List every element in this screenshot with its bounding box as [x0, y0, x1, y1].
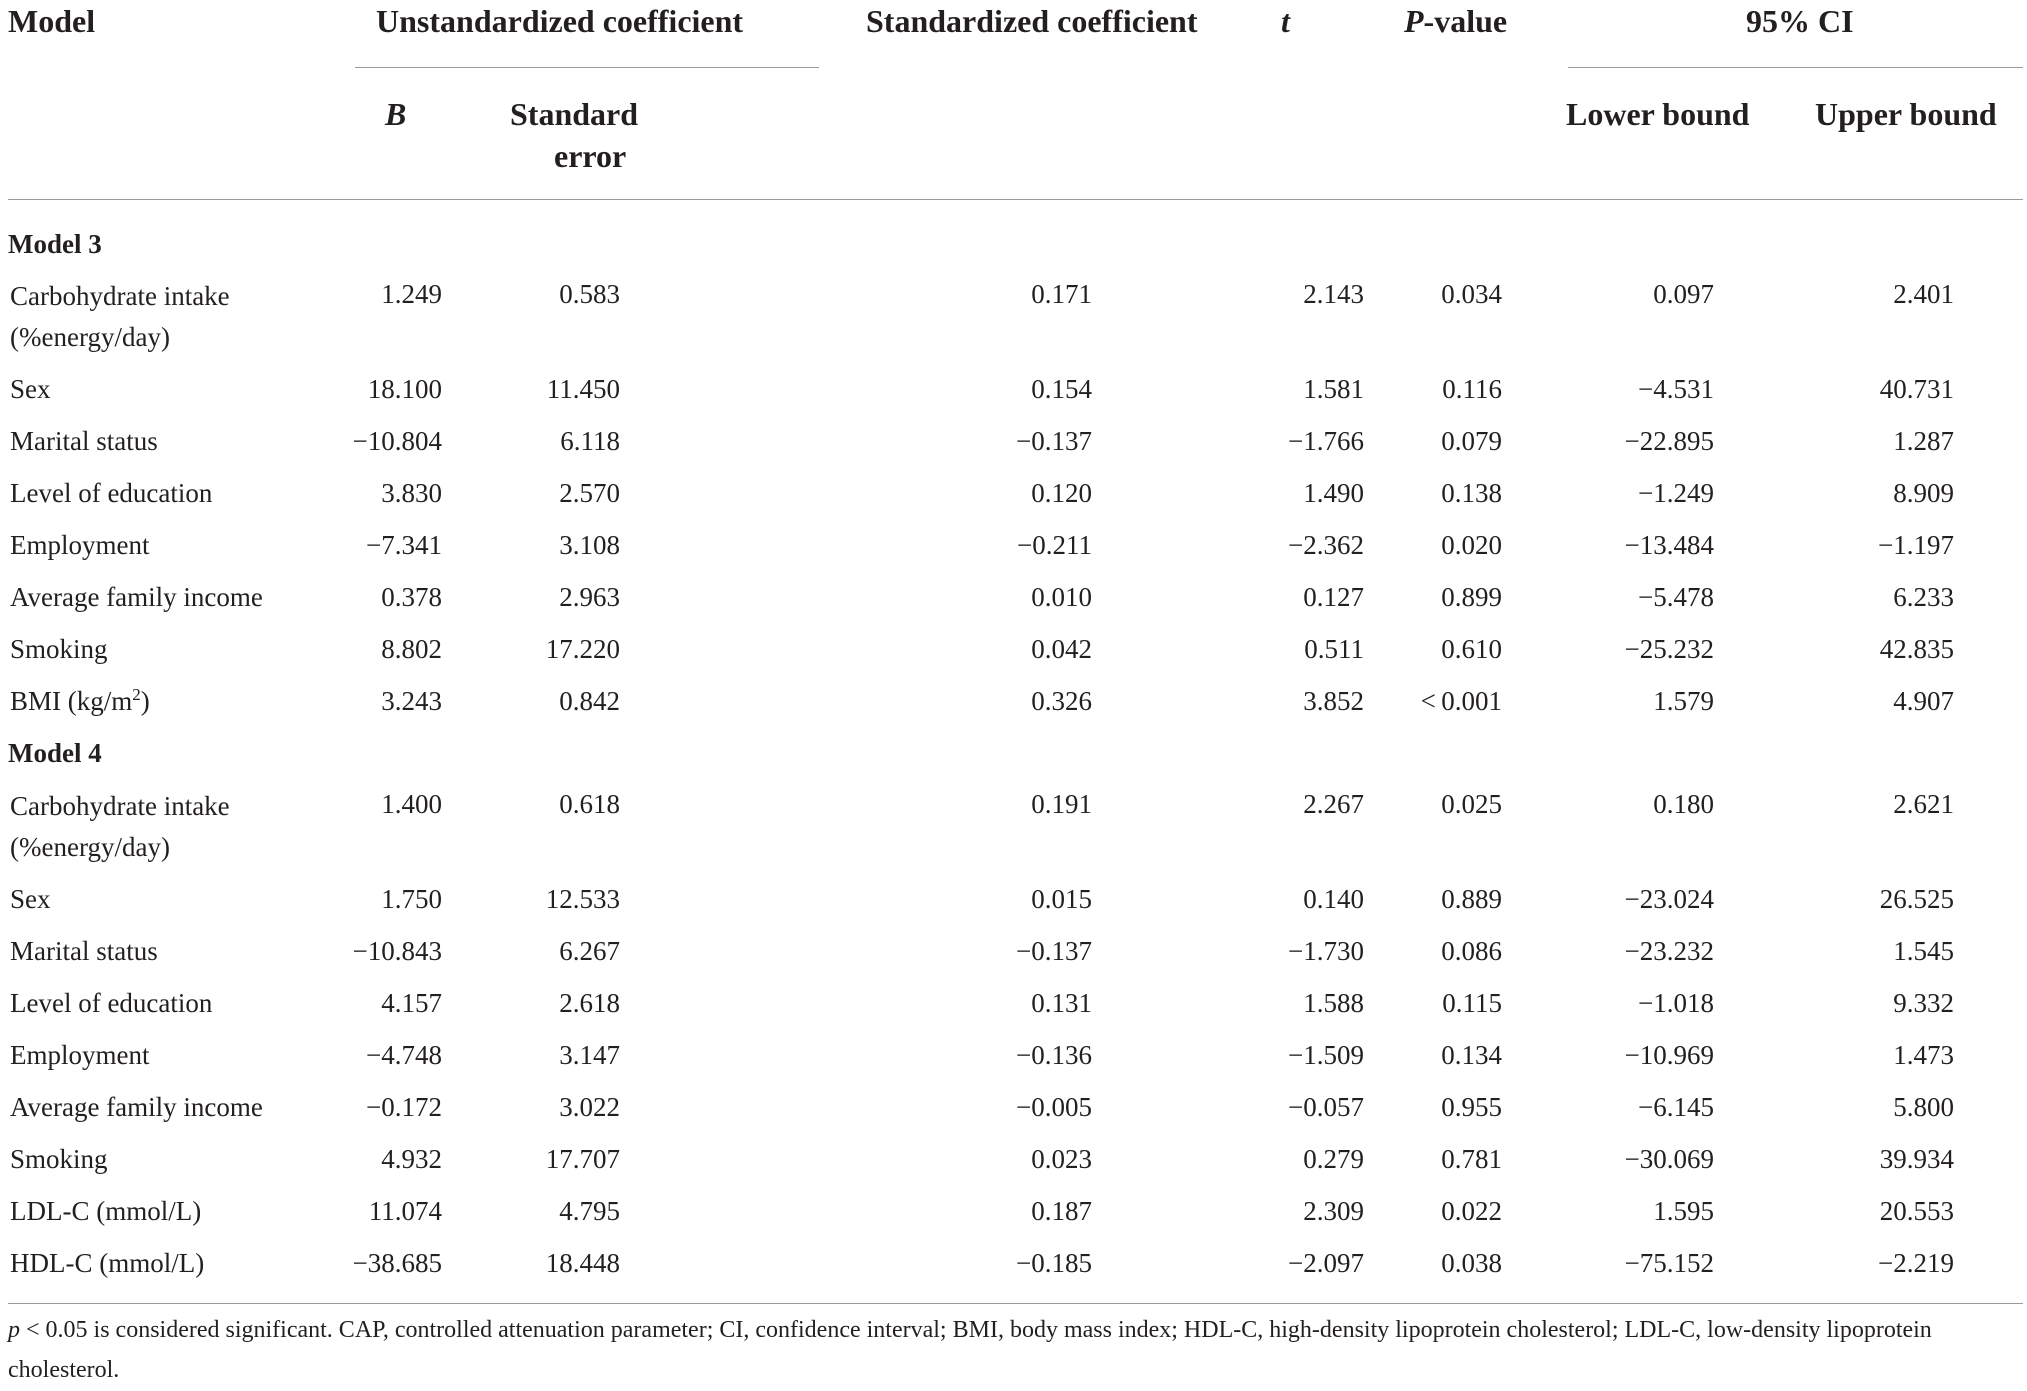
row-label [10, 579, 263, 615]
cell-standardized: 0.042 [1031, 634, 1092, 664]
cell-lower-bound: 0.180 [1653, 789, 1714, 819]
header-standard-error [510, 93, 638, 177]
row-label-text: Level of education [10, 988, 213, 1018]
cell-b: −4.748 [366, 1040, 442, 1070]
cell-standardized: 0.171 [1031, 279, 1092, 309]
row-label [10, 1089, 263, 1125]
cell-p-value: 0.079 [1441, 426, 1502, 456]
cell-t: 0.279 [1303, 1144, 1364, 1174]
cell-p-value: 0.889 [1441, 884, 1502, 914]
row-label [10, 683, 150, 719]
table-footnote [8, 1310, 2018, 1390]
cell-standard-error: 3.147 [559, 1040, 620, 1070]
row-label-text: Employment [10, 530, 150, 560]
cell-standard-error: 2.963 [559, 582, 620, 612]
header-b: B [385, 96, 407, 132]
row-label [10, 1037, 149, 1073]
cell-p-value: 0.134 [1441, 1040, 1502, 1070]
cell-lower-bound: −1.249 [1638, 478, 1714, 508]
cell-standardized: 0.191 [1031, 789, 1092, 819]
row-label [10, 631, 108, 667]
cell-b: 0.378 [381, 582, 442, 612]
cell-standard-error: 6.118 [560, 426, 620, 456]
cell-p-value: 0.138 [1441, 478, 1502, 508]
row-label [10, 423, 158, 459]
cell-upper-bound: −1.197 [1878, 530, 1954, 560]
row-label-text: Carbohydrate intake [10, 791, 230, 821]
cell-lower-bound: −6.145 [1638, 1092, 1714, 1122]
cell-p-value: 0.781 [1441, 1144, 1502, 1174]
cell-standard-error: 0.618 [559, 789, 620, 819]
cell-standard-error: 17.220 [545, 634, 620, 664]
cell-upper-bound: 39.934 [1879, 1144, 1954, 1174]
row-label [10, 1141, 108, 1177]
footnote-p-italic: p [8, 1317, 20, 1343]
row-label-text: HDL-C (mmol/L) [10, 1248, 205, 1278]
table-bottom-rule [8, 1303, 2023, 1304]
cell-t: −1.766 [1288, 426, 1364, 456]
cell-t: 1.581 [1303, 374, 1364, 404]
cell-b: 8.802 [381, 634, 442, 664]
row-label [10, 786, 230, 868]
cell-standard-error: 17.707 [545, 1144, 620, 1174]
cell-t: 0.511 [1304, 634, 1364, 664]
cell-lower-bound: −13.484 [1624, 530, 1714, 560]
cell-b: −38.685 [352, 1248, 442, 1278]
cell-p-value: 0.020 [1441, 530, 1502, 560]
row-label-text: Smoking [10, 634, 108, 664]
header-upper-bound: Upper bound [1815, 96, 1997, 132]
cell-t: 2.267 [1303, 789, 1364, 819]
cell-lower-bound: −30.069 [1624, 1144, 1714, 1174]
cell-t: −1.509 [1288, 1040, 1364, 1070]
cell-p-value: 0.025 [1441, 789, 1502, 819]
cell-lower-bound: −10.969 [1624, 1040, 1714, 1070]
cell-t: −2.362 [1288, 530, 1364, 560]
cell-standard-error: 3.108 [559, 530, 620, 560]
cell-t: −1.730 [1288, 936, 1364, 966]
cell-lower-bound: −23.024 [1624, 884, 1714, 914]
cell-standardized: −0.185 [1016, 1248, 1092, 1278]
cell-b: 3.243 [381, 686, 442, 716]
unstandardized-spanner-rule [355, 67, 819, 68]
cell-p-value: 0.116 [1442, 374, 1502, 404]
model-group-title: Model 3 [8, 229, 102, 259]
cell-upper-bound: 4.907 [1893, 686, 1954, 716]
row-label [10, 933, 158, 969]
model-group-title: Model 4 [8, 738, 102, 768]
cell-standard-error: 2.570 [559, 478, 620, 508]
row-label [10, 881, 51, 917]
cell-t: 2.309 [1303, 1196, 1364, 1226]
cell-t: −0.057 [1288, 1092, 1364, 1122]
row-label-text: Employment [10, 1040, 150, 1070]
row-label-text: LDL-C (mmol/L) [10, 1196, 202, 1226]
header-standardized-coefficient: Standardized coefficient [866, 3, 1198, 39]
cell-t: 0.127 [1303, 582, 1364, 612]
header-lower-bound: Lower bound [1566, 96, 1750, 132]
cell-standardized: 0.154 [1031, 374, 1092, 404]
cell-upper-bound: 1.287 [1893, 426, 1954, 456]
cell-standardized: 0.015 [1031, 884, 1092, 914]
cell-p-value: 0.115 [1442, 988, 1502, 1018]
header-model: Model [8, 3, 96, 39]
header-bottom-rule [8, 199, 2023, 200]
row-label [10, 985, 212, 1021]
cell-standardized: −0.005 [1016, 1092, 1092, 1122]
row-label-text: Average family income [10, 1092, 263, 1122]
row-label [10, 527, 149, 563]
header-standard-error-line2: error [554, 138, 627, 174]
cell-b: −10.804 [352, 426, 442, 456]
row-label [10, 1193, 201, 1229]
cell-lower-bound: −1.018 [1638, 988, 1714, 1018]
cell-p-value: 0.899 [1441, 582, 1502, 612]
cell-upper-bound: 8.909 [1893, 478, 1954, 508]
cell-standardized: 0.120 [1031, 478, 1092, 508]
cell-p-value: 0.955 [1441, 1092, 1502, 1122]
header-95-ci: 95% CI [1746, 3, 1854, 39]
header-p-rest: -value [1423, 3, 1508, 39]
cell-b: −0.172 [366, 1092, 442, 1122]
cell-standard-error: 6.267 [559, 936, 620, 966]
cell-lower-bound: −23.232 [1624, 936, 1714, 966]
cell-standard-error: 2.618 [559, 988, 620, 1018]
cell-upper-bound: 9.332 [1893, 988, 1954, 1018]
cell-standardized: −0.211 [1017, 530, 1092, 560]
cell-b: 4.932 [381, 1144, 442, 1174]
cell-standardized: −0.137 [1016, 936, 1092, 966]
cell-t: 1.588 [1303, 988, 1364, 1018]
cell-b: 18.100 [367, 374, 442, 404]
cell-b: 1.750 [381, 884, 442, 914]
cell-t: 3.852 [1303, 686, 1364, 716]
cell-b: 1.400 [381, 789, 442, 819]
cell-p-value: 0.022 [1441, 1196, 1502, 1226]
cell-upper-bound: 2.621 [1893, 789, 1954, 819]
header-p-value [1404, 0, 1507, 42]
row-label-text: Carbohydrate intake [10, 281, 230, 311]
header-unstandardized-coefficient: Unstandardized coefficient [376, 3, 744, 39]
cell-standardized: 0.023 [1031, 1144, 1092, 1174]
cell-lower-bound: −22.895 [1624, 426, 1714, 456]
row-label-text: Sex [10, 884, 51, 914]
row-label-superscript: 2 [132, 685, 141, 704]
footnote-text: < 0.05 is considered significant. CAP, controlled attenuation parameter; CI, confidence interval; BMI, body mass index; HDL-C, high-density lipoprotein cholesterol; LDL-C, low-density lipoprotein cholesterol. [8, 1317, 1932, 1383]
cell-p-value: 0.034 [1441, 279, 1502, 309]
cell-t: 2.143 [1303, 279, 1364, 309]
cell-upper-bound: 1.545 [1893, 936, 1954, 966]
row-label [10, 276, 230, 358]
cell-upper-bound: 2.401 [1893, 279, 1954, 309]
cell-t: 0.140 [1303, 884, 1364, 914]
cell-standard-error: 18.448 [545, 1248, 620, 1278]
row-label-text: Smoking [10, 1144, 108, 1174]
cell-b: −10.843 [352, 936, 442, 966]
header-p-italic: P [1404, 3, 1424, 39]
cell-t: −2.097 [1288, 1248, 1364, 1278]
cell-p-value: 0.038 [1441, 1248, 1502, 1278]
cell-upper-bound: 40.731 [1879, 374, 1954, 404]
cell-t: 1.490 [1303, 478, 1364, 508]
row-label-tail: ) [140, 686, 150, 716]
cell-standard-error: 3.022 [559, 1092, 620, 1122]
cell-p-value: 0.610 [1441, 634, 1502, 664]
cell-upper-bound: 6.233 [1893, 582, 1954, 612]
cell-standard-error: 11.450 [546, 374, 620, 404]
cell-standard-error: 0.842 [559, 686, 620, 716]
cell-upper-bound: 5.800 [1893, 1092, 1954, 1122]
cell-lower-bound: −75.152 [1624, 1248, 1714, 1278]
cell-standard-error: 0.583 [559, 279, 620, 309]
cell-lower-bound: −25.232 [1624, 634, 1714, 664]
row-label [10, 371, 51, 407]
row-label-text: Marital status [10, 426, 158, 456]
ci-spanner-rule [1568, 67, 2023, 68]
cell-upper-bound: 26.525 [1879, 884, 1954, 914]
cell-standardized: −0.136 [1016, 1040, 1092, 1070]
header-t: t [1281, 3, 1290, 39]
cell-b: 4.157 [381, 988, 442, 1018]
cell-b: 11.074 [368, 1196, 442, 1226]
cell-upper-bound: 20.553 [1879, 1196, 1954, 1226]
cell-standardized: −0.137 [1016, 426, 1092, 456]
cell-b: 3.830 [381, 478, 442, 508]
cell-lower-bound: −4.531 [1638, 374, 1714, 404]
row-label-text: Average family income [10, 582, 263, 612]
cell-lower-bound: 0.097 [1653, 279, 1714, 309]
cell-p-value: 0.086 [1441, 936, 1502, 966]
row-label [10, 475, 212, 511]
cell-standardized: 0.131 [1031, 988, 1092, 1018]
cell-lower-bound: −5.478 [1638, 582, 1714, 612]
row-label-continuation: (%energy/day) [10, 322, 170, 352]
cell-upper-bound: 1.473 [1893, 1040, 1954, 1070]
cell-b: −7.341 [366, 530, 442, 560]
row-label-text: Marital status [10, 936, 158, 966]
cell-standard-error: 12.533 [545, 884, 620, 914]
row-label-text: BMI (kg/m [10, 686, 133, 716]
cell-standardized: 0.187 [1031, 1196, 1092, 1226]
cell-p-value: < 0.001 [1420, 686, 1502, 716]
cell-lower-bound: 1.579 [1653, 686, 1714, 716]
cell-upper-bound: 42.835 [1879, 634, 1954, 664]
cell-standardized: 0.326 [1031, 686, 1092, 716]
cell-upper-bound: −2.219 [1878, 1248, 1954, 1278]
header-standard-error-line1: Standard [510, 96, 639, 132]
row-label [10, 1245, 204, 1281]
cell-lower-bound: 1.595 [1653, 1196, 1714, 1226]
row-label-continuation: (%energy/day) [10, 832, 170, 862]
cell-standard-error: 4.795 [559, 1196, 620, 1226]
cell-standardized: 0.010 [1031, 582, 1092, 612]
cell-b: 1.249 [381, 279, 442, 309]
row-label-text: Level of education [10, 478, 213, 508]
row-label-text: Sex [10, 374, 51, 404]
